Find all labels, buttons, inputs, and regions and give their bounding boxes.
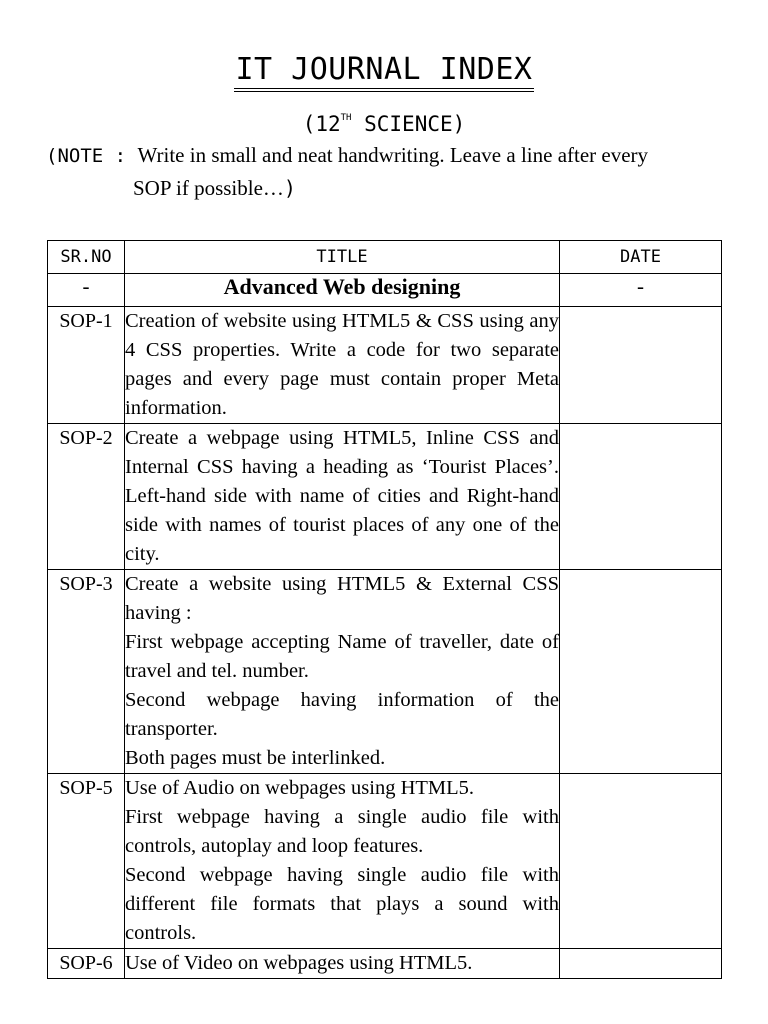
subtitle-rest: SCIENCE) [351, 112, 466, 136]
sop-description [125, 570, 560, 774]
sop-date [560, 424, 722, 570]
subtitle-open: (12 [302, 112, 341, 136]
header-title: TITLE [125, 241, 560, 274]
table-header-row [48, 241, 722, 274]
page-title-wrapper [0, 52, 768, 92]
sop-paragraph: Second webpage having information of the transporter. [125, 689, 559, 740]
table-row [48, 424, 722, 570]
sop-date [560, 307, 722, 424]
sop-description [125, 949, 560, 979]
sop-paragraph: Use of Audio on webpages using HTML5. [125, 777, 475, 799]
page-title: IT JOURNAL INDEX [234, 52, 535, 92]
sop-date [560, 774, 722, 949]
sop-description [125, 307, 560, 424]
note-line-2 [46, 172, 736, 204]
section-row [48, 274, 722, 307]
note-text-2: SOP if possible… [133, 176, 284, 200]
sop-description [125, 424, 560, 570]
table-row [48, 307, 722, 424]
note-label: (NOTE : [46, 145, 138, 167]
table-row [48, 570, 722, 774]
journal-index-table [47, 240, 722, 979]
sop-paragraph: First webpage accepting Name of traveller, date of travel and tel. number. [125, 631, 559, 682]
subtitle [0, 104, 768, 138]
sop-number: SOP-3 [48, 570, 125, 774]
sop-paragraph: Creation of website using HTML5 & CSS using any 4 CSS properties. Write a code for two separate pages and every page must contain proper Meta information. [125, 310, 559, 419]
sop-paragraph: First webpage having a single audio file with controls, autoplay and loop features. [125, 806, 559, 857]
sop-date [560, 949, 722, 979]
header-date: DATE [560, 241, 722, 274]
table-row [48, 949, 722, 979]
note-line-1 [46, 139, 736, 172]
section-title: Advanced Web designing [125, 274, 560, 307]
sop-paragraph: Both pages must be interlinked. [125, 747, 386, 769]
sop-number: SOP-1 [48, 307, 125, 424]
sop-paragraph: Create a website using HTML5 & External CSS having : [125, 573, 559, 624]
sop-paragraph: Use of Video on webpages using HTML5. [125, 952, 473, 974]
note-text-1: Write in small and neat handwriting. Leave a line after every [137, 143, 649, 167]
sop-date [560, 570, 722, 774]
section-sr: - [48, 274, 125, 307]
sop-paragraph: Create a webpage using HTML5, Inline CSS and Internal CSS having a heading as ‘Tourist Places’. Left-hand side with name of cities and Right-hand side with names of tourist places of any one of the city. [125, 427, 559, 565]
sop-number: SOP-6 [48, 949, 125, 979]
sop-paragraph: Second webpage having single audio file with different file formats that plays a sound with controls. [125, 864, 559, 944]
note-close-paren: ) [283, 176, 296, 200]
table-row [48, 774, 722, 949]
sop-description [125, 774, 560, 949]
section-date: - [560, 274, 722, 307]
header-sr-no: SR.NO [48, 241, 125, 274]
note [46, 139, 736, 204]
sop-number: SOP-5 [48, 774, 125, 949]
sop-number: SOP-2 [48, 424, 125, 570]
subtitle-superscript: TH [340, 113, 352, 123]
